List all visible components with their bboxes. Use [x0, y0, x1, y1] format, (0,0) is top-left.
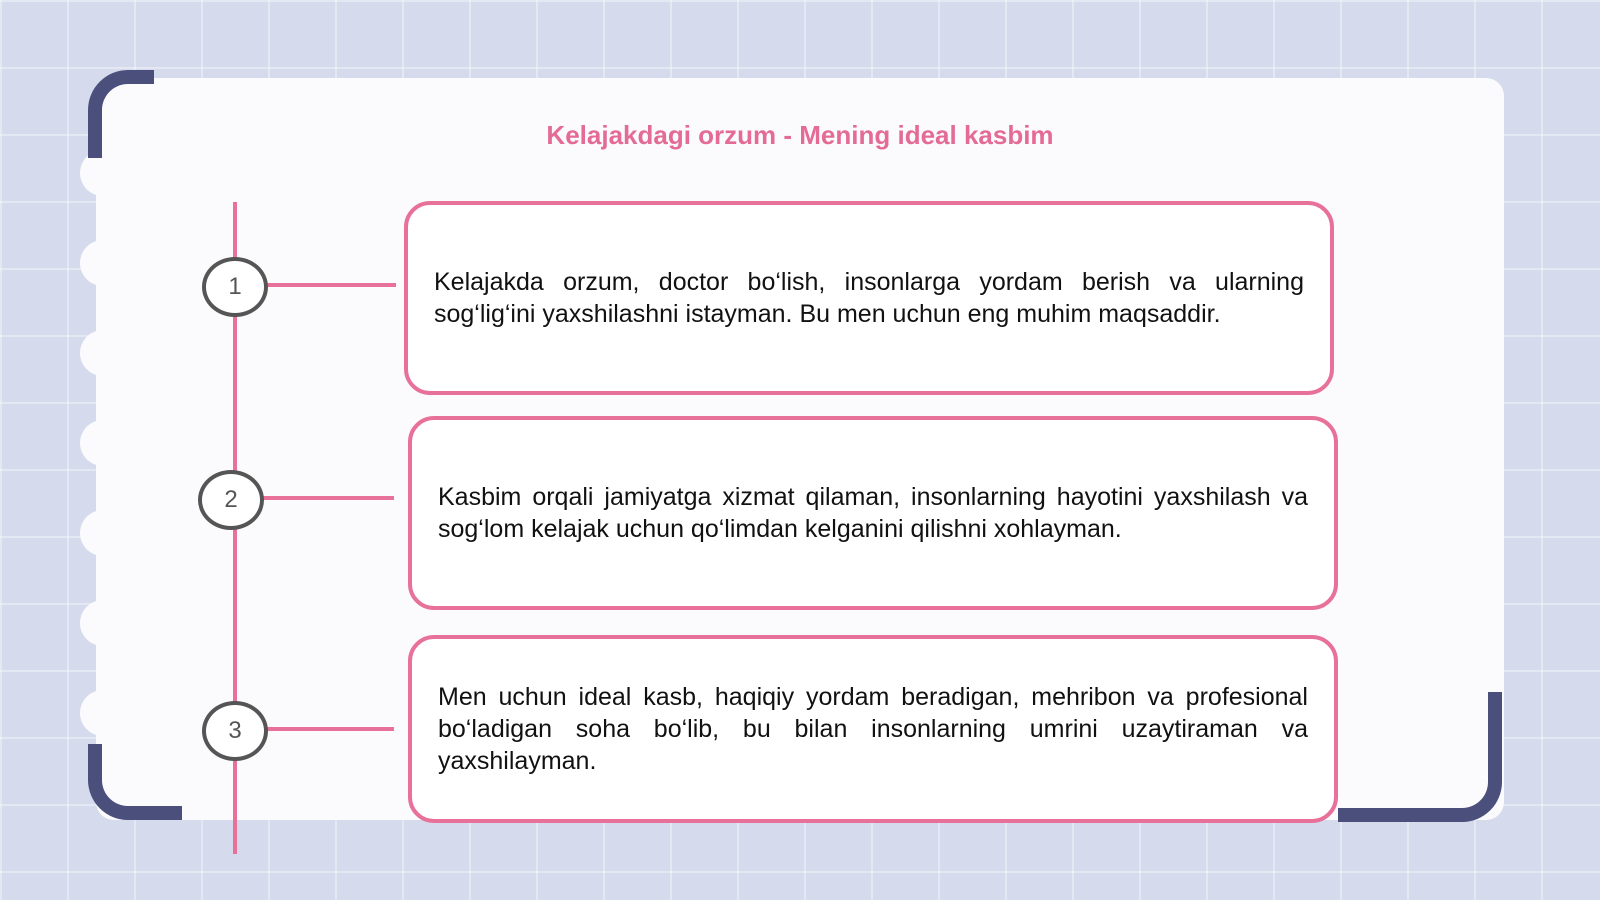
timeline-text-1: Kelajakda orzum, doctor bo‘lish, insonlarga yordam berish va ularning sog‘lig‘ini yaxshilashni istayman. Bu men uchun eng muhim maqsaddir. — [434, 268, 1304, 328]
timeline-text-3: Men uchun ideal kasb, haqiqiy yordam beradigan, mehribon va profesional bo‘ladigan soha bo‘lib, bu bilan insonlarning umrini uzaytiraman va yaxshilayman. — [438, 683, 1308, 775]
timeline-box-3 — [408, 635, 1338, 823]
slide-title: Kelajakdagi orzum - Mening ideal kasbim — [546, 120, 1054, 150]
timeline-connector — [262, 727, 394, 731]
frame-corner-bottom-left — [88, 744, 182, 820]
torn-edge-bump — [80, 330, 126, 376]
torn-edge-bump — [80, 600, 126, 646]
timeline-number-2: 2 — [198, 470, 264, 530]
timeline-connector — [262, 283, 396, 287]
timeline-number-3: 3 — [202, 701, 268, 761]
timeline-box-1 — [404, 201, 1334, 395]
torn-edge-bump — [80, 240, 126, 286]
timeline-connector — [258, 496, 394, 500]
torn-edge-bump — [80, 510, 126, 556]
timeline-number-1: 1 — [202, 257, 268, 317]
timeline-box-2 — [408, 416, 1338, 610]
frame-corner-bottom-right — [1338, 692, 1502, 822]
torn-edge-bump — [80, 690, 126, 736]
timeline-text-2: Kasbim orqali jamiyatga xizmat qilaman, insonlarning hayotini yaxshilash va sog‘lom kelajak uchun qo‘limdan kelganini qilishni xohlayman. — [438, 483, 1308, 543]
torn-edge-bump — [80, 420, 126, 466]
